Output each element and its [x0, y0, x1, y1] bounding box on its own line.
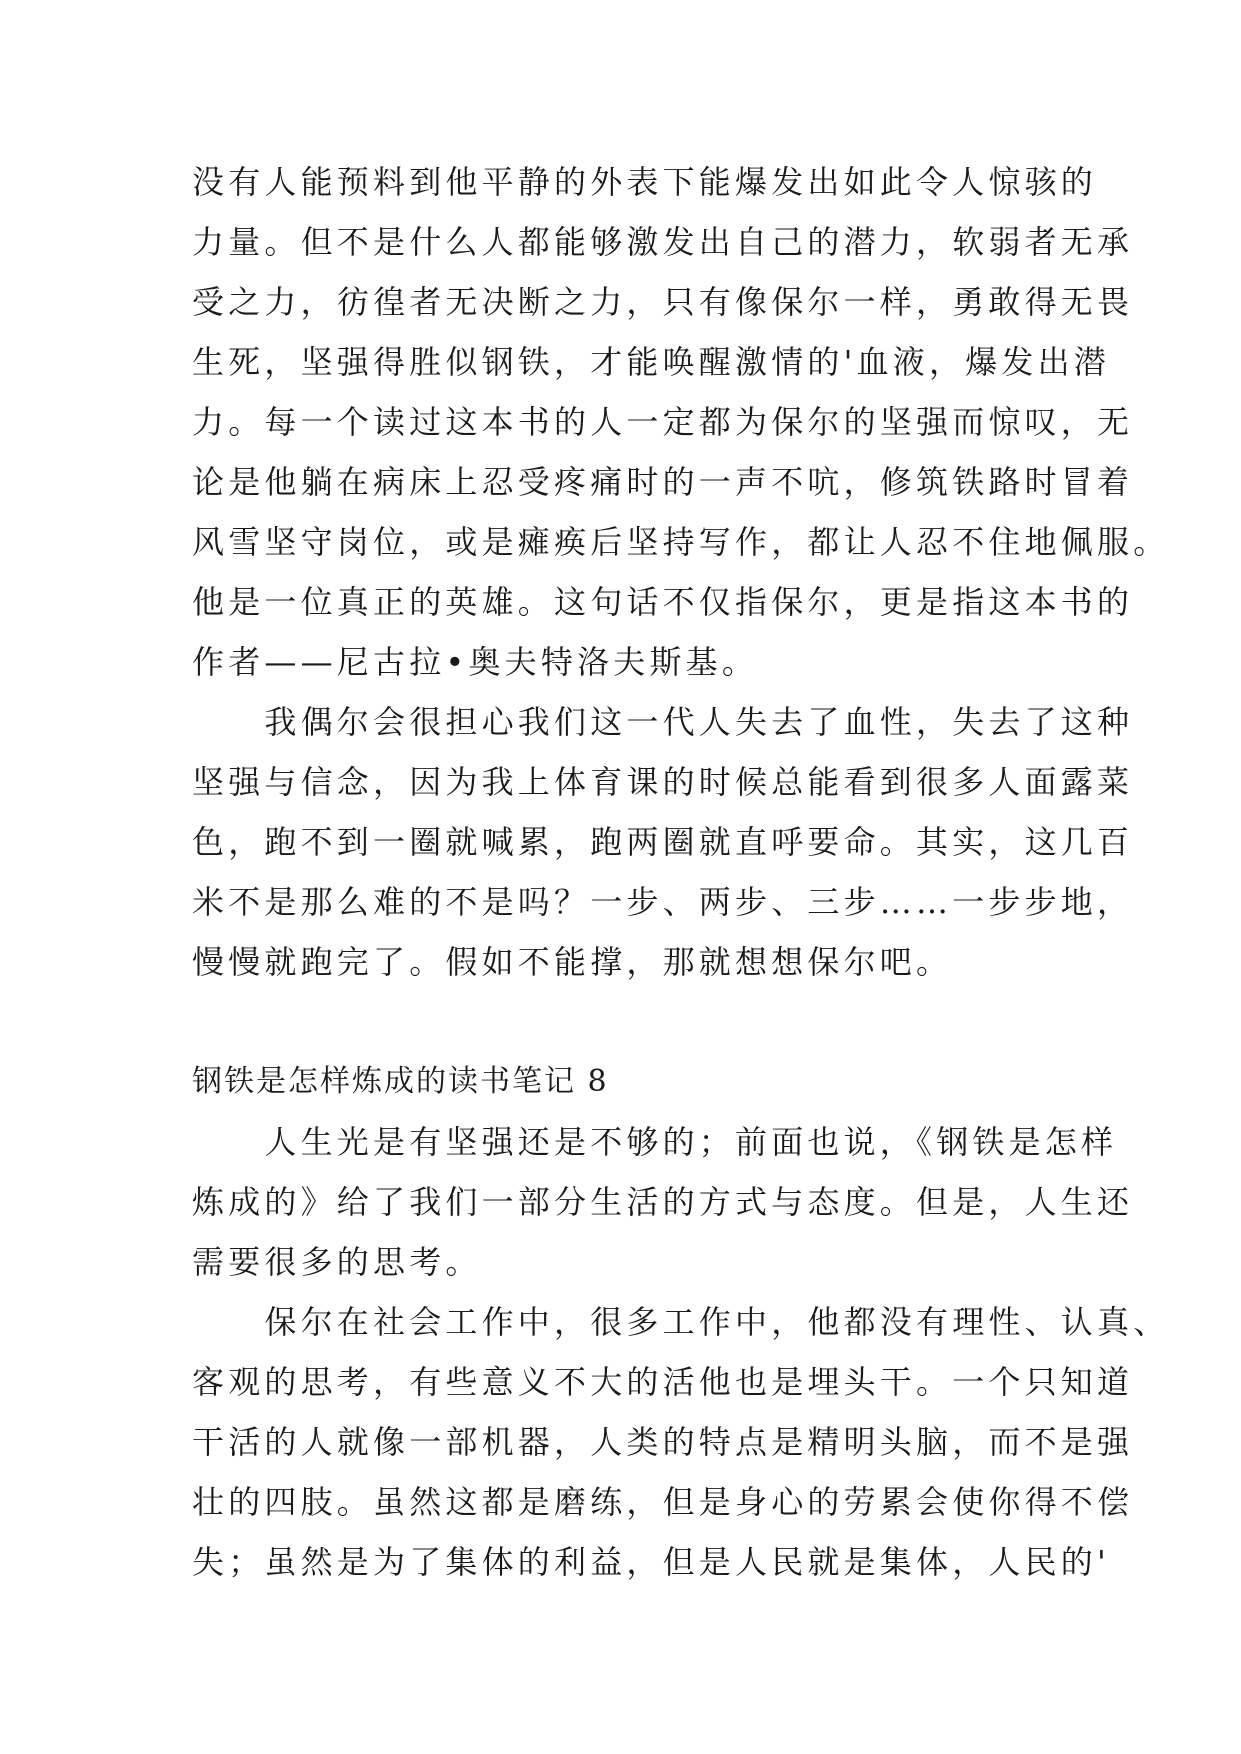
text-line: 米不是那么难的不是吗？一步、两步、三步……一步步地，	[192, 883, 1134, 921]
text-line: 力量。但不是什么人都能够激发出自己的潜力，软弱者无承	[192, 223, 1134, 261]
text-line: 我偶尔会很担心我们这一代人失去了血性，失去了这种	[192, 703, 1134, 741]
section-heading: 钢铁是怎样炼成的读书笔记 8	[192, 1064, 609, 1099]
paragraph-3	[192, 1112, 1134, 1292]
text-line: 生死，坚强得胜似钢铁，才能唤醒激情的'血液，爆发出潜	[192, 343, 1110, 381]
text-line: 作者——尼古拉•奥夫特洛夫斯基。	[192, 643, 759, 681]
text-line: 客观的思考，有些意义不大的活他也是埋头干。一个只知道	[192, 1363, 1134, 1401]
text-line: 炼成的》给了我们一部分生活的方式与态度。但是，人生还	[192, 1183, 1134, 1221]
text-line: 论是他躺在病床上忍受疼痛时的一声不吭，修筑铁路时冒着	[192, 463, 1134, 501]
text-line: 没有人能预料到他平静的外表下能爆发出如此令人惊骇的	[192, 163, 1098, 201]
document-body	[192, 152, 1170, 1592]
text-line: 失；虽然是为了集体的利益，但是人民就是集体，人民的'	[192, 1543, 1110, 1581]
paragraph-4	[192, 1292, 1170, 1592]
text-line: 需要很多的思考。	[192, 1243, 482, 1281]
text-line: 坚强与信念，因为我上体育课的时候总能看到很多人面露菜	[192, 763, 1134, 801]
text-line: 人生光是有坚强还是不够的；前面也说，《钢铁是怎样	[192, 1123, 1118, 1161]
text-line: 风雪坚守岗位，或是瘫痪后坚持写作，都让人忍不住地佩服。	[192, 523, 1170, 561]
text-line: 保尔在社会工作中，很多工作中，他都没有理性、认真、	[192, 1303, 1170, 1341]
section-gap	[192, 992, 1062, 1052]
text-line: 他是一位真正的英雄。这句话不仅指保尔，更是指这本书的	[192, 583, 1134, 621]
paragraph-1	[192, 152, 1170, 692]
paragraph-2	[192, 692, 1134, 992]
text-line: 受之力，彷徨者无决断之力，只有像保尔一样，勇敢得无畏	[192, 283, 1134, 321]
text-line: 力。每一个读过这本书的人一定都为保尔的坚强而惊叹，无	[192, 403, 1134, 441]
text-line: 干活的人就像一部机器，人类的特点是精明头脑，而不是强	[192, 1423, 1134, 1461]
text-line: 色，跑不到一圈就喊累，跑两圈就直呼要命。其实，这几百	[192, 823, 1134, 861]
text-line: 慢慢就跑完了。假如不能撑，那就想想保尔吧。	[192, 943, 953, 981]
text-line: 壮的四肢。虽然这都是磨练，但是身心的劳累会使你得不偿	[192, 1483, 1134, 1521]
